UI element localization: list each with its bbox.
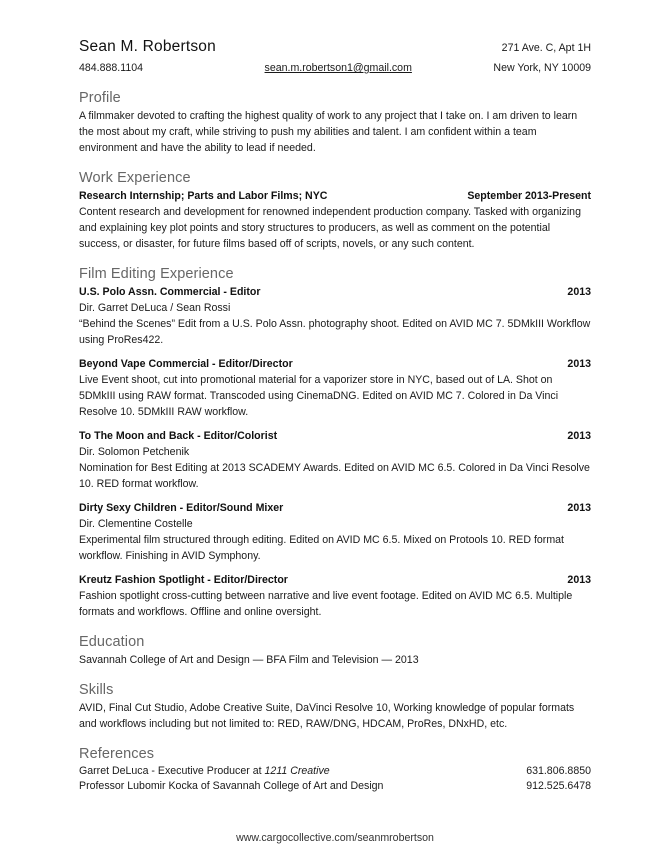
reference-role: Garret DeLuca - Executive Producer at bbox=[79, 765, 265, 777]
reference-phone: 912.525.6478 bbox=[526, 780, 591, 792]
film-entry-year: 2013 bbox=[567, 502, 591, 514]
film-entry-title: U.S. Polo Assn. Commercial - Editor bbox=[79, 286, 261, 298]
film-entry-year: 2013 bbox=[567, 574, 591, 586]
header-row-1 bbox=[79, 38, 591, 56]
film-entry-description: Live Event shoot, cut into promotional material for a vaporizer store in NYC, based out of LA. Shot on 5DMkIII using RAW format. Transcoded using CinemaDNG. Edited on AVID MC 7. Colored in Da Vinci Resolve 10. 5DMkIII RAW workflow. bbox=[79, 374, 559, 418]
resume-page bbox=[79, 38, 591, 794]
work-entry-header bbox=[79, 188, 591, 204]
reference-phone: 631.806.8850 bbox=[526, 765, 591, 777]
work-description: Content research and development for renowned independent production company. Tasked with organizing and explaining key plot points and story structures to producers, as well as comment on the potential success, or disaster, for future films based off of scripts, novels, or any such content. bbox=[79, 206, 581, 250]
work-experience-heading: Work Experience bbox=[79, 170, 191, 186]
address-line-2: New York, NY 10009 bbox=[493, 62, 591, 74]
skills-heading: Skills bbox=[79, 682, 114, 698]
reference-company: 1211 Creative bbox=[264, 765, 330, 777]
applicant-name: Sean M. Robertson bbox=[79, 38, 216, 55]
portfolio-url[interactable]: www.cargocollective.com/seanmrobertson bbox=[236, 832, 434, 844]
film-entry bbox=[79, 572, 591, 620]
film-entry-title: Dirty Sexy Children - Editor/Sound Mixer bbox=[79, 502, 284, 514]
film-entry-description: Nomination for Best Editing at 2013 SCADEMY Awards. Edited on AVID MC 6.5. Colored in Da Vinci Resolve 10. RED format workflow. bbox=[79, 462, 590, 490]
work-role: Research Internship; Parts and Labor Films; NYC bbox=[79, 190, 328, 202]
film-entry-title: Kreutz Fashion Spotlight - Editor/Director bbox=[79, 574, 288, 586]
skills-text: AVID, Final Cut Studio, Adobe Creative Suite, DaVinci Resolve 10, Working knowledge of popular formats and workflows including but not limited to: RED, RAW/DNG, HDCAM, ProRes, DNxHD, etc. bbox=[79, 702, 575, 730]
film-entry-header bbox=[79, 428, 591, 444]
film-entry-director: Dir. Solomon Petchenik bbox=[79, 446, 190, 458]
work-dates: September 2013-Present bbox=[467, 190, 591, 202]
reference-name bbox=[79, 764, 330, 779]
email-link[interactable]: sean.m.robertson1@gmail.com bbox=[264, 62, 412, 74]
film-entry bbox=[79, 356, 591, 420]
references-heading: References bbox=[79, 746, 155, 762]
film-entry-title: To The Moon and Back - Editor/Colorist bbox=[79, 430, 278, 442]
film-entry-description: Experimental film structured through editing. Edited on AVID MC 6.5. Mixed on Protools 10. RED format workflow. Finishing in AVID Symphony. bbox=[79, 534, 564, 562]
film-entry-year: 2013 bbox=[567, 430, 591, 442]
film-entry-director: Dir. Clementine Costelle bbox=[79, 518, 193, 530]
reference-row bbox=[79, 779, 591, 794]
film-entry bbox=[79, 284, 591, 348]
reference-row bbox=[79, 764, 591, 779]
film-editing-heading: Film Editing Experience bbox=[79, 266, 234, 282]
film-entry-year: 2013 bbox=[567, 358, 591, 370]
film-entry-description: “Behind the Scenes” Edit from a U.S. Polo Assn. photography shoot. Edited on AVID MC 7. 5DMkIII Workflow using ProRes422. bbox=[79, 318, 591, 346]
film-entry-description: Fashion spotlight cross-cutting between narrative and live event footage. Edited on AVID MC 6.5. Multiple formats and workflows. Offline and online oversight. bbox=[79, 590, 573, 618]
profile-heading: Profile bbox=[79, 90, 121, 106]
film-entry-header bbox=[79, 356, 591, 372]
film-entry bbox=[79, 500, 591, 564]
address-line-1: 271 Ave. C, Apt 1H bbox=[501, 42, 591, 54]
phone-number: 484.888.1104 bbox=[79, 62, 144, 74]
education-heading: Education bbox=[79, 634, 145, 650]
header-row-2 bbox=[79, 62, 591, 74]
film-entry-director: Dir. Garret DeLuca / Sean Rossi bbox=[79, 302, 231, 314]
film-entry-header bbox=[79, 572, 591, 588]
film-entry-year: 2013 bbox=[567, 286, 591, 298]
profile-text: A filmmaker devoted to crafting the highest quality of work to any project that I take on. I am driven to learn the most about my craft, while striving to push my abilities and talent. I am confident within a team environment and have the ability to lead if needed. bbox=[79, 110, 578, 154]
film-entry-title: Beyond Vape Commercial - Editor/Director bbox=[79, 358, 293, 370]
film-entry-header bbox=[79, 500, 591, 516]
film-entry-header bbox=[79, 284, 591, 300]
film-entry bbox=[79, 428, 591, 492]
education-text: Savannah College of Art and Design — BFA Film and Television — 2013 bbox=[79, 654, 419, 666]
reference-name: Professor Lubomir Kocka of Savannah College of Art and Design bbox=[79, 780, 384, 792]
